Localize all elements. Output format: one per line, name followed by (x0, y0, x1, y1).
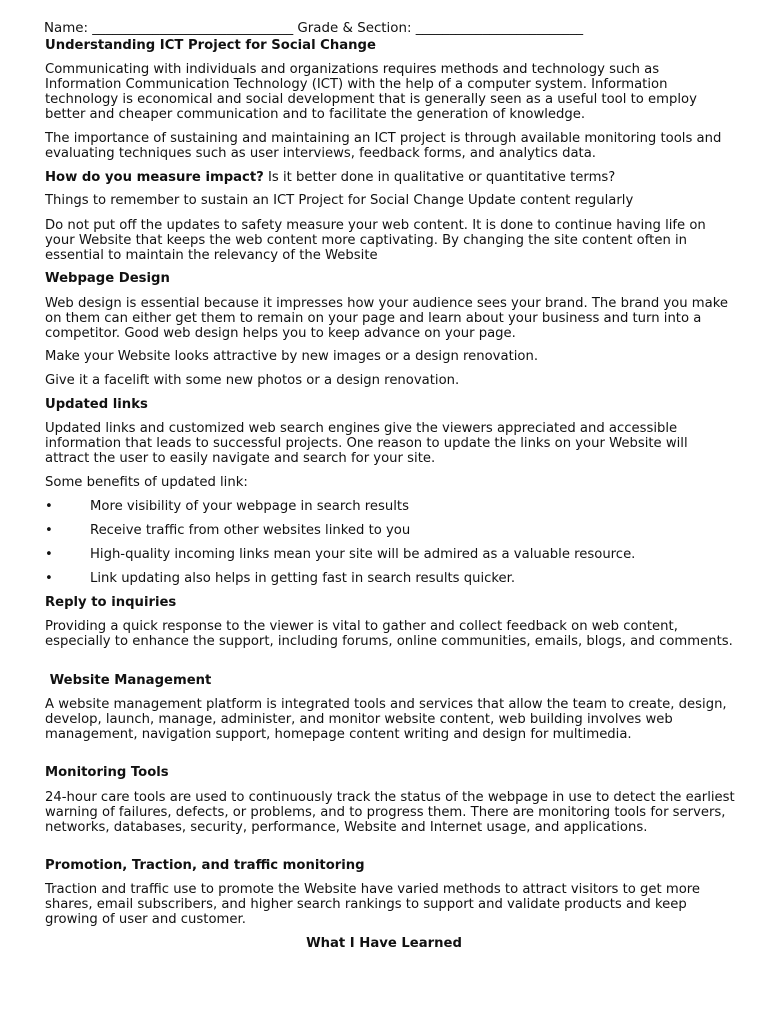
measure-impact-line (45, 170, 735, 185)
webpage-design-paragraph-3: Give it a facelift with some new photos or a design renovation. (45, 373, 460, 388)
benefit-text: Receive traffic from other websites linked to you (90, 523, 411, 538)
promotion-heading: Promotion, Traction, and traffic monitoring (45, 858, 365, 873)
benefits-intro: Some benefits of updated link: (45, 475, 248, 490)
reply-inquiries-heading: Reply to inquiries (45, 595, 177, 610)
bullet-dot: • (45, 499, 53, 514)
name-grade-header (44, 21, 583, 36)
website-management-paragraph: A website management platform is integrated tools and services that allow the team to create, design, develop, launch, manage, administer, and monitor website content, web building involves web management, navigation support, homepage content writing and design for multimedia. (45, 697, 727, 742)
grade-section-blank: _________________________ (415, 21, 584, 36)
updates-paragraph: Do not put off the updates to safety measure your web content. It is done to continue having life on your Website that keeps the web content more captivating. By changing the site content often in essential to maintain the relevancy of the Website (45, 218, 706, 263)
document-title: Understanding ICT Project for Social Change (45, 38, 376, 53)
name-blank: ______________________________ (92, 21, 294, 36)
bullet-dot: • (45, 571, 53, 586)
updated-links-paragraph: Updated links and customized web search engines give the viewers appreciated and accessible information that leads to successful projects. One reason to update the links on your Website will attract the user to easily navigate and search for your site. (45, 421, 688, 466)
benefit-text: Link updating also helps in getting fast in search results quicker. (90, 571, 516, 586)
measure-impact-rest: Is it better done in qualitative or quantitative terms? (263, 170, 616, 185)
bullet-dot: • (45, 547, 53, 562)
webpage-design-heading: Webpage Design (45, 271, 170, 286)
monitoring-tools-heading: Monitoring Tools (45, 765, 169, 780)
bullet-dot: • (45, 523, 53, 538)
webpage-design-paragraph-1: Web design is essential because it impresses how your audience sees your brand. The brand you make on them can either get them to remain on your page and learn about your business and turn into a competitor. Good web design helps you to keep advance on your page. (45, 296, 729, 341)
things-to-remember-line: Things to remember to sustain an ICT Project for Social Change Update content regularly (45, 193, 634, 208)
reply-inquiries-paragraph: Providing a quick response to the viewer is vital to gather and collect feedback on web content, especially to enhance the support, including forums, online communities, emails, blogs, and comments. (45, 619, 733, 649)
monitoring-tools-paragraph: 24-hour care tools are used to continuously track the status of the webpage in use to detect the earliest warning of failures, defects, or problems, and to progress them. There are monitoring tools for servers, networks, databases, security, performance, Website and Internet usage, and applications. (45, 790, 735, 835)
webpage-design-paragraph-2: Make your Website looks attractive by new images or a design renovation. (45, 349, 539, 364)
grade-section-label: Grade & Section: (297, 21, 412, 36)
intro-paragraph-1: Communicating with individuals and organizations requires methods and technology such as Information Communication Technology (ICT) with the help of a computer system. Information technology is economical and social development that is generally seen as a useful tool to employ better and cheaper communication and to facilitate the generation of knowledge. (45, 62, 697, 122)
benefit-text: High-quality incoming links mean your site will be admired as a valuable resource. (90, 547, 636, 562)
measure-impact-question: How do you measure impact? (45, 170, 264, 185)
what-i-have-learned-heading: What I Have Learned (306, 936, 462, 951)
benefit-text: More visibility of your webpage in search results (90, 499, 409, 514)
website-management-heading: Website Management (45, 673, 212, 688)
updated-links-heading: Updated links (45, 397, 148, 412)
name-label: Name: (44, 21, 89, 36)
intro-paragraph-2: The importance of sustaining and maintaining an ICT project is through available monitoring tools and evaluating techniques such as user interviews, feedback forms, and analytics data. (45, 131, 722, 161)
promotion-paragraph: Traction and traffic use to promote the Website have varied methods to attract visitors to get more shares, email subscribers, and higher search rankings to support and validate products and keep growing of user and customer. (45, 882, 701, 927)
